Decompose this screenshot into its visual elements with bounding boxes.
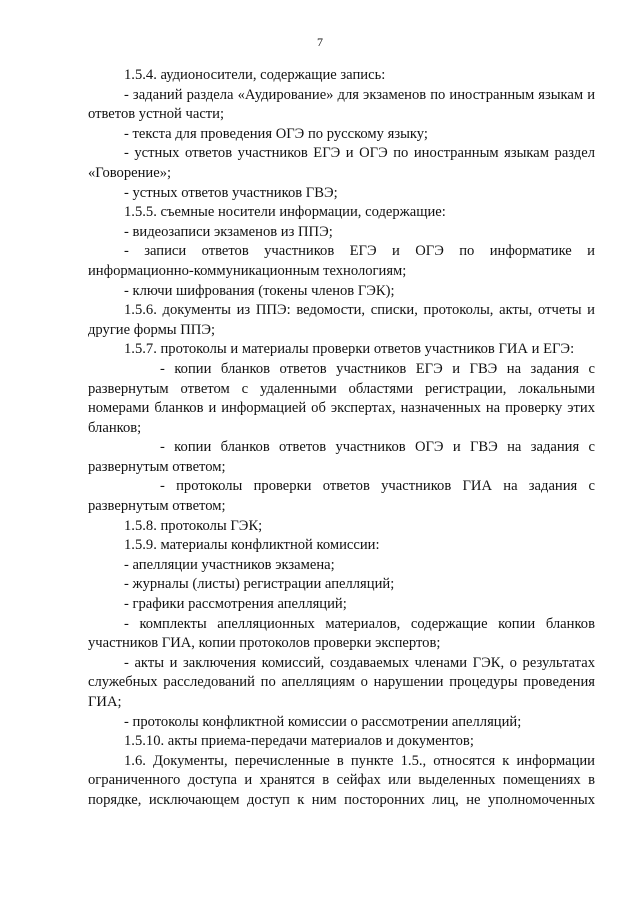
list-item-appeals: - апелляции участников экзамена; xyxy=(124,556,335,573)
list-item-audirovanie: - заданий раздела «Аудирование» для экзаменов по иностранным языкам и ответов устной части; xyxy=(88,86,595,123)
list-item-oge-copies: - копии бланков ответов участников ОГЭ и ГВЭ на задания с развернутым ответом; xyxy=(88,439,595,475)
list-item-commission-protocols: - протоколы конфликтной комиссии о рассмотрении апелляций; xyxy=(124,713,522,730)
list-item-gve-oral: - устных ответов участников ГВЭ; xyxy=(124,184,338,201)
paragraph-1-5-9: 1.5.9. материалы конфликтной комиссии: xyxy=(124,537,380,554)
paragraph-1-6: 1.6. Документы, перечисленные в пункте 1.5., относятся к информации ограниченного доступа и хранятся в сейфах или выделенных помещениях в порядке, исключающем доступ к ним посторонних лиц, не уполномоченных xyxy=(88,752,595,808)
list-item-journals: - журналы (листы) регистрации апелляций; xyxy=(124,576,395,593)
list-item-acts: - акты и заключения комиссий, создаваемых членами ГЭК, о результатах служебных расследований по апелляциям о нарушении процедуры проведения ГИА; xyxy=(88,654,595,710)
paragraph-1-5-10: 1.5.10. акты приема-передачи материалов и документов; xyxy=(124,733,474,750)
paragraph-1-5-4: 1.5.4. аудионосители, содержащие запись: xyxy=(124,67,386,83)
list-item-schedules: - графики рассмотрения апелляций; xyxy=(124,596,347,613)
document-body xyxy=(88,66,595,811)
page-number: 7 xyxy=(317,35,323,49)
paragraph-1-5-6: 1.5.6. документы из ППЭ: ведомости, списки, протоколы, акты, отчеты и другие формы ППЭ; xyxy=(88,302,595,338)
paragraph-1-5-7: 1.5.7. протоколы и материалы проверки ответов участников ГИА и ЕГЭ: xyxy=(124,341,575,358)
list-item-informatics: - записи ответов участников ЕГЭ и ОГЭ по информатике и информационно-коммуникационным технологиям; xyxy=(88,243,595,279)
list-item-govorenie: - устных ответов участников ЕГЭ и ОГЭ по иностранным языкам раздел «Говорение»; xyxy=(88,145,595,181)
list-item-video: - видеозаписи экзаменов из ППЭ; xyxy=(124,223,333,240)
list-item-ege-copies: - копии бланков ответов участников ЕГЭ и ГВЭ на задания с развернутым ответом с удаленными областями регистрации, локальными номерами бланков и информацией об экспертах, назначенных на проверку этих бланков; xyxy=(88,360,595,436)
paragraph-1-5-5: 1.5.5. съемные носители информации, содержащие: xyxy=(124,204,446,221)
paragraph-1-5-8: 1.5.8. протоколы ГЭК; xyxy=(124,517,263,534)
list-item-oge-text: - текста для проведения ОГЭ по русскому языку; xyxy=(124,125,428,142)
list-item-tokens: - ключи шифрования (токены членов ГЭК); xyxy=(124,282,395,299)
list-item-appeal-sets: - комплекты апелляционных материалов, содержащие копии бланков участников ГИА, копии протоколов проверки экспертов; xyxy=(88,615,595,652)
list-item-gia-protocols: - протоколы проверки ответов участников ГИА на задания с развернутым ответом; xyxy=(88,478,595,515)
